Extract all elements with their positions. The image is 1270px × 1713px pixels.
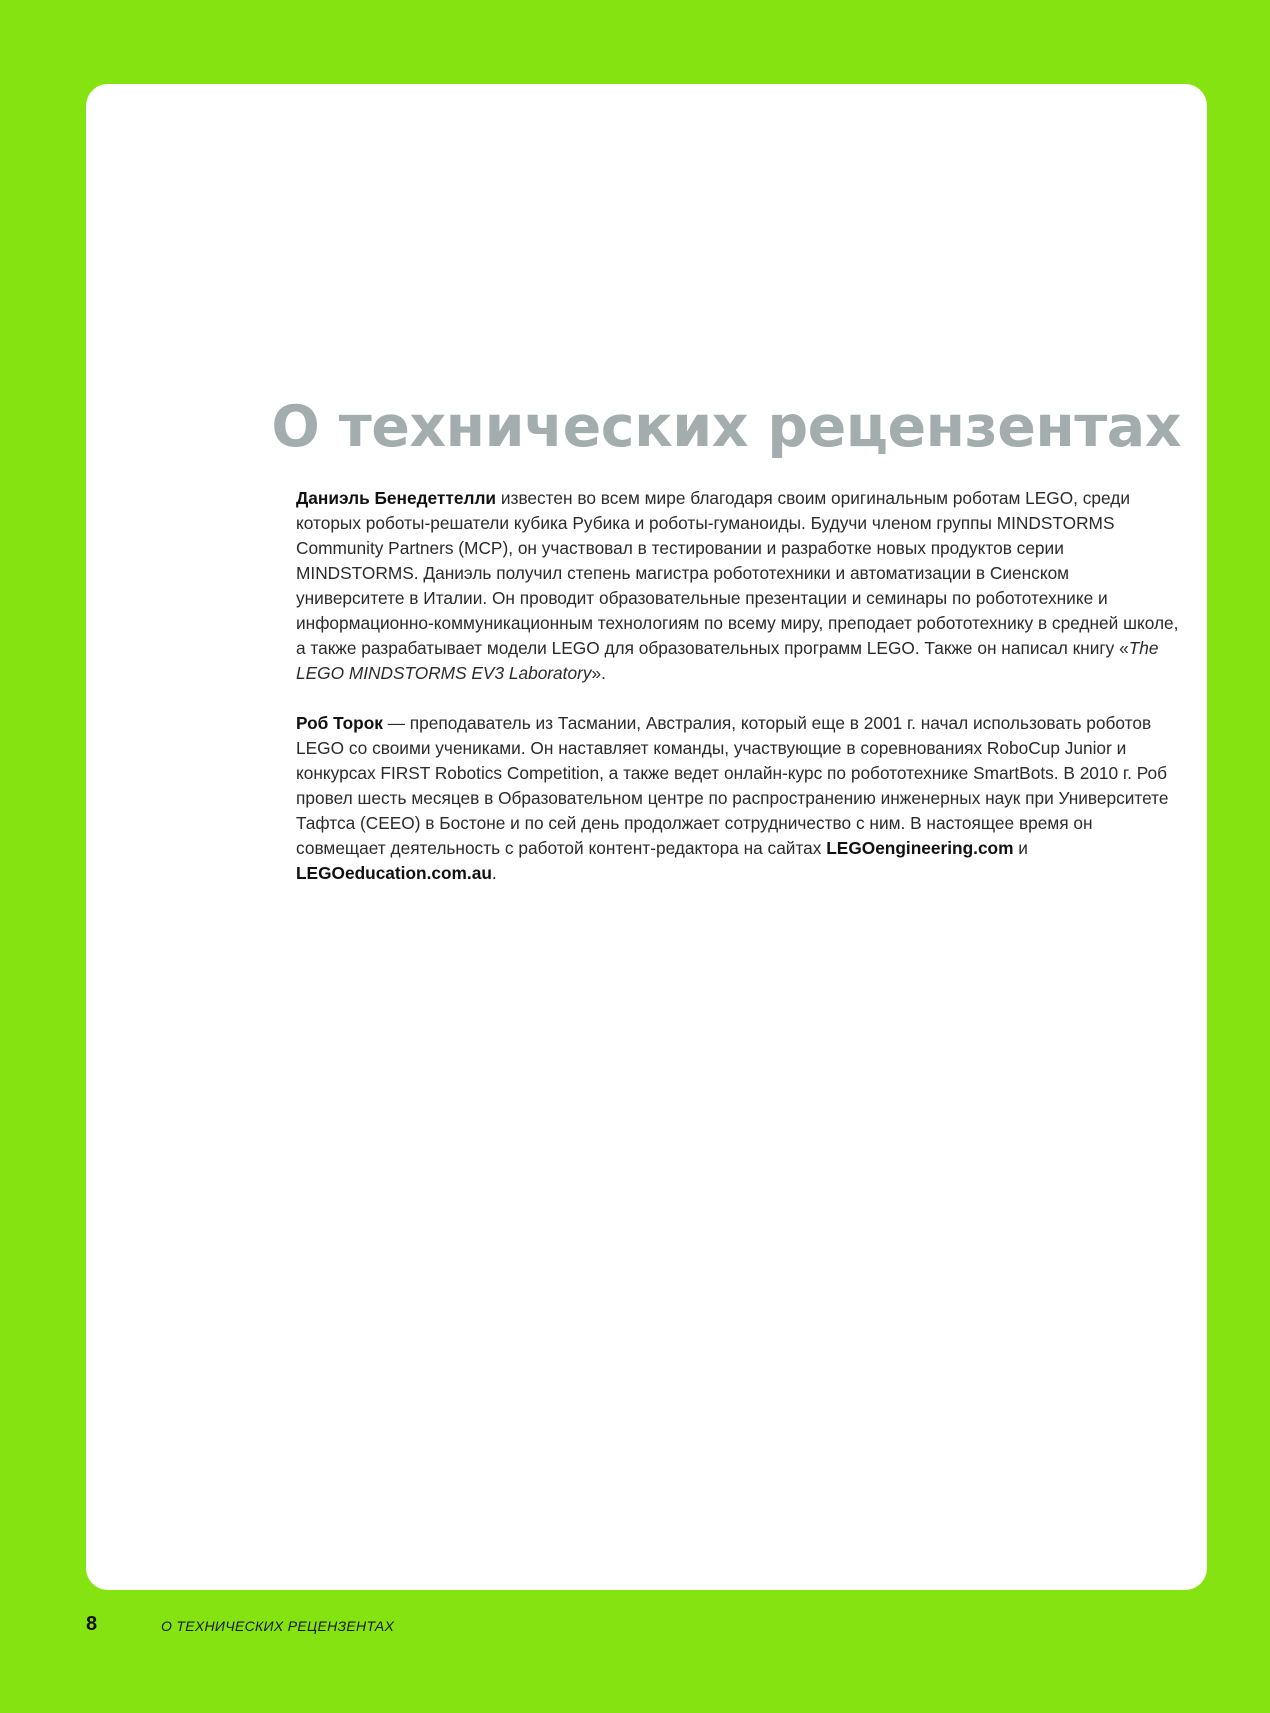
conjunction-text: и: [1013, 838, 1028, 858]
reviewer-bio-text-end: .: [491, 863, 497, 883]
reviewer-paragraph-benedettelli: [296, 486, 1181, 686]
running-head: О ТЕХНИЧЕСКИХ РЕЦЕНЗЕНТАХ: [161, 1618, 395, 1634]
page-number: 8: [86, 1613, 98, 1635]
reviewer-name: Роб Торок: [296, 713, 383, 733]
reviewer-bio-text: — преподаватель из Тасмании, Австралия, который еще в 2001 г. начал использовать роботов LEGO со своими учениками. Он наставляет команды, участвующие в соревнованиях RoboCup Junior и конкурсах FIRST Robotics Competition, а также ведет онлайн-курс по робототехнике SmartBots. В 2010 г. Роб провел шесть месяцев в Образовательном центре по распространению инженерных наук при Университете Тафтса (CEEO) в Бостоне и по сей день продолжает сотрудничество с ним. В настоящее время он совмещает деятельность с работой контент-редактора на сайтах: [296, 713, 1169, 858]
website-lego-engineering: LEGOengineering.com: [826, 838, 1014, 858]
page-content: [296, 486, 1181, 911]
reviewer-bio-text: известен во всем мире благодаря своим оригинальным роботам LEGO, среди которых роботы-решатели кубика Рубика и роботы-гуманоиды. Будучи членом группы MINDSTORMS Community Partners (MCP), он участвовал в тестировании и разработке новых продуктов серии MINDSTORMS. Даниэль получил степень магистра робототехники и автоматизации в Сиенском университете в Италии. Он проводит образовательные презентации и семинары по робототехнике и информационно-коммуникационным технологиям по всему миру, преподает робототехнику в средней школе, а также разрабатывает модели LEGO для образовательных программ LEGO. Также он написал книгу «: [296, 488, 1179, 658]
book-title: The LEGO MINDSTORMS EV3 Laboratory: [296, 638, 1159, 683]
reviewer-paragraph-torok: [296, 711, 1181, 886]
reviewer-name: Даниэль Бенедеттелли: [296, 488, 497, 508]
reviewer-bio-text-end: ».: [591, 663, 606, 683]
page-card: [86, 84, 1207, 1590]
page-title: О технических рецензентах: [271, 394, 1181, 460]
website-lego-education: LEGOeducation.com.au: [296, 863, 492, 883]
